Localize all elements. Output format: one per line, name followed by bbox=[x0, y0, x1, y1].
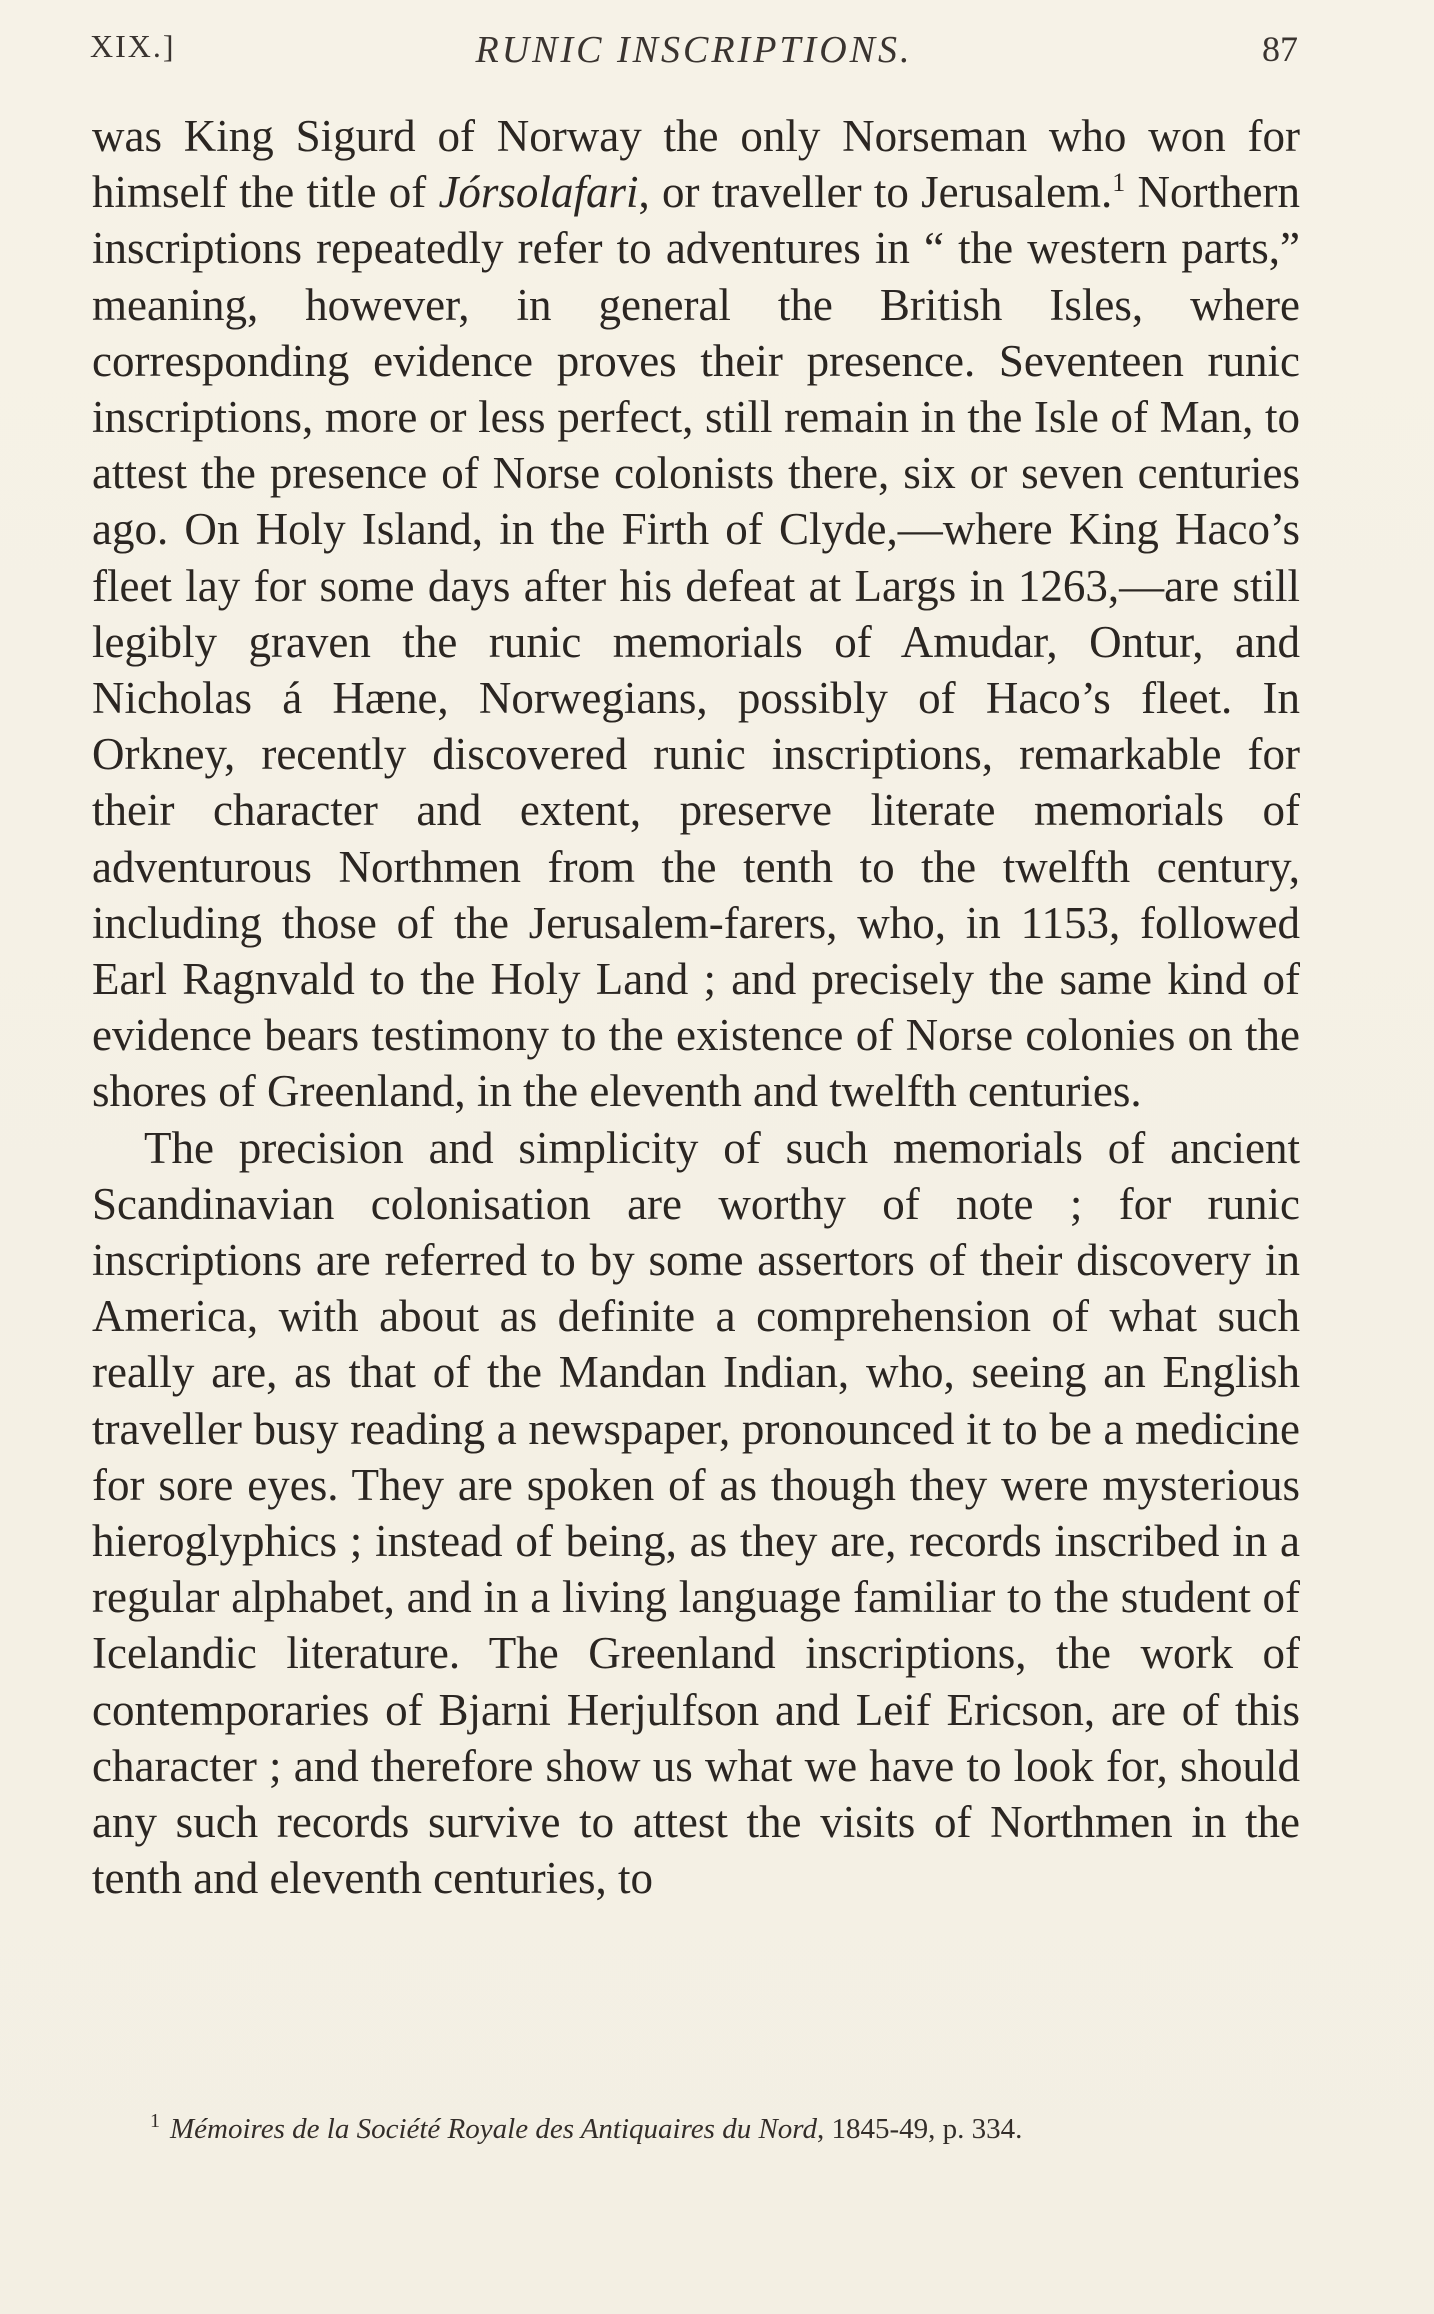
paragraph-2: The precision and simplicity of such memorials of ancient Scandinavian colonisation are worthy of note ; for runic inscriptions are referred to by some assertors of their discovery in America, with about as definite a comprehension of what such really are, as that of the Mandan Indian, who, seeing an English traveller busy reading a newspaper, pronounced it to be a medicine for sore eyes. They are spoken of as though they were mysterious hieroglyphics ; instead of being, as they are, records inscribed in a regular alphabet, and in a living language familiar to the student of Icelandic literature. The Greenland inscriptions, the work of contemporaries of Bjarni Herjulfson and Leif Ericson, are of this character ; and therefore show us what we have to look for, should any such records survive to attest the visits of Northmen in the tenth and eleventh centuries, to bbox=[92, 1122, 1300, 1904]
paragraph-1 bbox=[92, 108, 1300, 1120]
paragraph-1-part-3: Northern inscriptions repeatedly refer to adventures in “ the western parts,” meaning, however, in general the British Isles, where corresponding evidence proves their presence. Seventeen runic inscriptions, more or less perfect, still remain in the Isle of Man, to attest the presence of Norse colonists there, six or seven centuries ago. On Holy Island, in the Firth of Clyde,—where King Haco’s fleet lay for some days after his defeat at Largs in 1263,—are still legibly graven the runic memorials of Amudar, Ontur, and Nicholas á Hæne, Norwegians, possibly of Haco’s fleet. In Orkney, recently discovered runic inscriptions, remarkable for their character and extent, preserve literate memorials of adventurous Northmen from the tenth to the twelfth century, including those of the Jerusalem-farers, who, in 1153, followed Earl Ragnvald to the Holy Land ; and precisely the same kind of evidence bears testimony to the existence of Norse colonies on the shores of Greenland, in the eleventh and twelfth centuries. bbox=[92, 167, 1300, 1117]
paragraph-1-part-1: was King Sigurd of Norway the only Norseman who won for himself the title of bbox=[92, 111, 1300, 218]
italic-term: Jórsolafari bbox=[438, 167, 639, 218]
footnote-work-title: Mémoires de la Société Royale des Antiquaires du Nord bbox=[170, 2113, 818, 2145]
footnote-reference: 1 bbox=[1112, 168, 1126, 198]
chapter-number: XIX.] bbox=[90, 28, 176, 64]
body-text bbox=[92, 108, 1300, 1907]
paragraph-1-part-2: , or traveller to Jerusalem. bbox=[638, 167, 1113, 218]
footnote-citation: , 1845-49, p. 334. bbox=[817, 2113, 1023, 2145]
page-number: 87 bbox=[1262, 29, 1298, 69]
footnote-marker: 1 bbox=[150, 2110, 160, 2133]
running-header bbox=[90, 28, 1298, 78]
running-title: RUNIC INSCRIPTIONS. bbox=[475, 29, 913, 71]
footnote bbox=[150, 2110, 1300, 2148]
